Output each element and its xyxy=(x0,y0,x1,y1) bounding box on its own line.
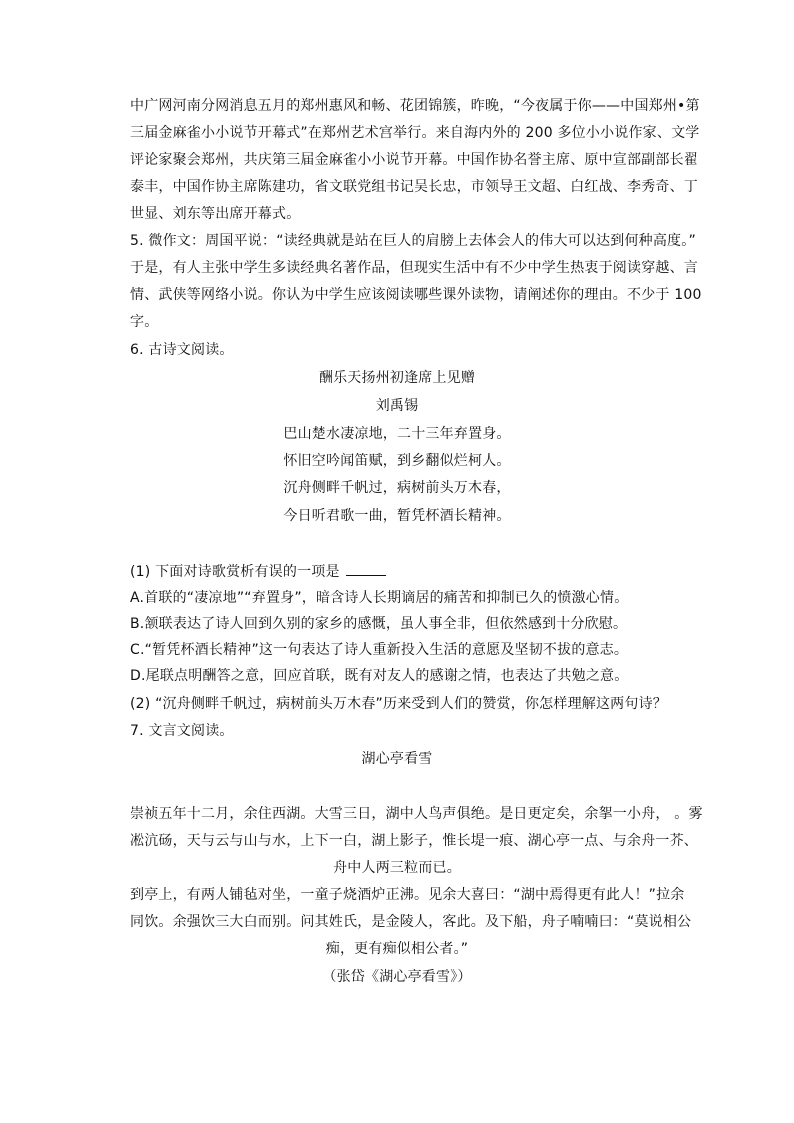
poem-verse: 巴山楚水凄凉地，二十三年弃置身。 xyxy=(283,426,511,442)
poem-verse: 怀旧空吟闻笛赋，到乡翻似烂柯人。 xyxy=(283,453,511,469)
question-6-header: 6. 古诗文阅读。 xyxy=(130,342,234,358)
passage-line: 崇祯五年十二月，余住西湖。大雪三日，湖中人鸟声俱绝。是日更定矣，余挐一小舟， 。雾 xyxy=(130,806,703,822)
option-a: A.首联的“凄凉地”“弃置身”，暗含诗人长期谪居的痛苦和抑制已久的愤激心情。 xyxy=(130,590,629,606)
passage-line: 泰丰，中国作协主席陈建功，省文联党组书记吴长忠，市领导王文超、白红战、李秀奇、丁 xyxy=(130,179,698,195)
passage-line: 同饮。余强饮三大白而别。问其姓氏，是金陵人，客此。及下船，舟子喃喃曰：“莫说相公 xyxy=(130,914,692,930)
passage-line: 三届金麻雀小小说节开幕式”在郑州艺术宫举行。来自海内外的 200 多位小小说作家、文学 xyxy=(130,125,700,141)
option-c: C.“暂凭杯酒长精神”这一句表达了诗人重新投入生活的意愿及坚韧不拔的意志。 xyxy=(130,642,629,658)
passage-line: 评论家聚会郑州，共庆第三届金麻雀小小说节开幕。中国作协名誉主席、原中宣部副部长翟 xyxy=(130,152,698,168)
poem-verse: 今日听君歌一曲，暂凭杯酒长精神。 xyxy=(283,508,511,524)
passage-line: 凇沆砀，天与云与山与水，上下一白，湖上影子，惟长堤一痕、湖心亭一点、与余舟一芥、 xyxy=(130,833,698,849)
option-b: B.颔联表达了诗人回到久别的家乡的感慨，虽人事全非，但依然感到十分欣慰。 xyxy=(130,616,628,632)
poem-title: 酬乐天扬州初逢席上见赠 xyxy=(318,370,476,386)
poem-verse: 沉舟侧畔千帆过，病树前头万木春， xyxy=(283,480,511,496)
passage-line: 中广网河南分网消息五月的郑州惠风和畅、花团锦簇，昨晚，“今夜属于你——中国郑州•第 xyxy=(130,98,700,114)
sub-question-2: (2) “沉舟侧畔千帆过，病树前头万木春”历来受到人们的赞赏，你怎样理解这两句诗？ xyxy=(130,696,667,712)
answer-blank xyxy=(346,561,386,576)
question-5-line: 情、武侠等网络小说。你认为中学生应该阅读哪些课外读物，请阐述你的理由。不少于 100 xyxy=(130,287,702,303)
passage-title: 湖心亭看雪 xyxy=(361,751,433,767)
passage-line: 舟中人两三粒而已。 xyxy=(333,860,461,876)
sub-question-1 xyxy=(130,561,386,582)
question-5-line: 于是，有人主张中学生多读经典名著作品，但现实生活中有不少中学生热衷于阅读穿越、言 xyxy=(130,260,698,276)
question-5-line: 字。 xyxy=(130,314,159,330)
passage-line: 到亭上，有两人铺毡对坐，一童子烧酒炉正沸。见余大喜曰：“湖中焉得更有此人！”拉余 xyxy=(130,887,685,903)
option-d: D.尾联点明酬答之意，回应首联，既有对友人的感谢之情，也表达了共勉之意。 xyxy=(130,668,629,684)
question-5-line: 5. 微作文：周国平说：“读经典就是站在巨人的肩膀上去体会人的伟大可以达到何种高度。” xyxy=(130,233,696,249)
sub-question-1-text: (1) 下面对诗歌赏析有误的一项是 xyxy=(130,564,340,580)
passage-line: 世显、刘东等出席开幕式。 xyxy=(130,206,301,222)
poem-author: 刘禹锡 xyxy=(375,398,419,414)
passage-source: （张岱《湖心亭看雪》） xyxy=(322,969,472,985)
passage-line: 痴，更有痴似相公者。” xyxy=(325,941,469,957)
question-7-header: 7. 文言文阅读。 xyxy=(130,723,234,739)
